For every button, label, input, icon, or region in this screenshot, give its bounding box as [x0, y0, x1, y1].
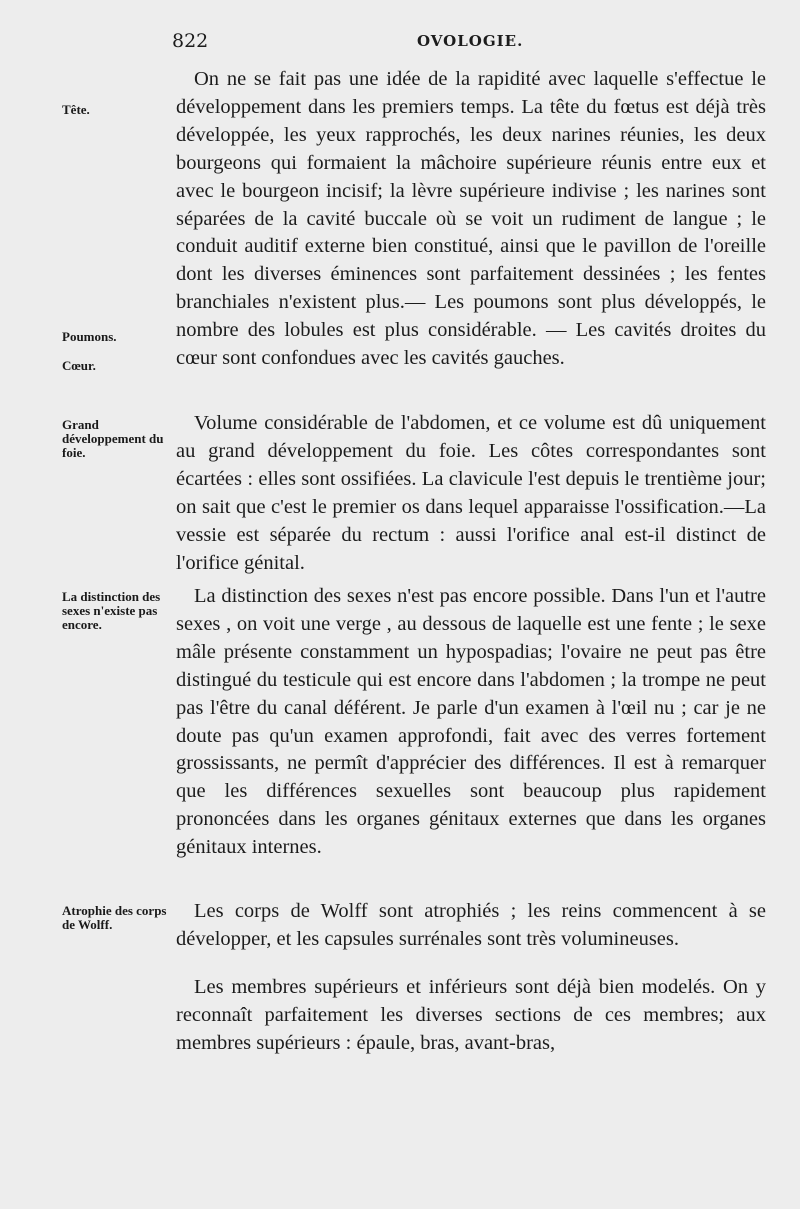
margin-note-wolff: Atrophie des corps de Wolff.	[62, 903, 167, 932]
paragraph-wolff: Les corps de Wolff sont atrophiés ; les reins commencent à se développer, et les capsules surrénales sont très volumineuses.	[176, 900, 766, 950]
paragraph-development: On ne se fait pas une idée de la rapidité avec laquelle s'effectue le développement dans les premiers temps. La tête du fœtus est déjà très développée, les yeux rapprochés, les deux narines réunies, les deux bourgeons qui formaient la mâchoire supérieure réunis entre eux et avec le bourgeon incisif; la lèvre supérieure indivise ; les narines sont séparées de la cavité buccale où se voit un rudiment de langue ; le conduit auditif externe bien constitué, ainsi que le pavillon de l'oreille dont les diverses éminences sont parfaitement dessinées ; les fentes branchiales n'existent plus.— Les poumons sont plus développés, le nombre des lobules est plus considérable. — Les cavités droites du cœur sont confondues avec les cavités gauches.	[176, 68, 766, 370]
margin-note-tete: Tête.	[62, 102, 90, 117]
paragraph-abdomen: Volume considérable de l'abdomen, et ce volume est dû uniquement au grand développement du foie. Les côtes correspondantes sont écartées : elles sont ossifiées. La clavicule l'est depuis le trentième jour; on sait que c'est le premier os dans lequel apparaisse l'ossification.—La vessie est séparée du rectum : aussi l'orifice anal est-il distinct de l'orifice génital.	[176, 412, 766, 574]
margin-note-sexes: La distinction des sexes n'existe pas encore.	[62, 589, 161, 632]
page-number: 822	[172, 30, 209, 52]
margin-note-foie: Grand développement du foie.	[62, 417, 164, 460]
paragraph-membres: Les membres supérieurs et inférieurs sont déjà bien modelés. On y reconnaît parfaitement les diverses sections de ces membres; aux membres supérieurs : épaule, bras, avant-bras,	[176, 976, 766, 1054]
margin-note-poumons: Poumons.	[62, 329, 117, 344]
page-header	[0, 30, 800, 60]
margin-note-coeur: Cœur.	[62, 358, 96, 373]
running-title: OVOLOGIE.	[417, 32, 524, 50]
paragraph-sexes: La distinction des sexes n'est pas encore possible. Dans l'un et l'autre sexes , on voit une verge , au dessous de laquelle est une fente ; le sexe mâle présente constamment un hypospadias; l'ovaire ne peut pas être distingué du testicule qui est encore dans l'abdomen ; la trompe ne peut pas l'être du canal déférent. Je parle d'un examen à l'œil nu ; car je ne doute pas qu'un examen approfondi, fait avec des verres fortement grossissants, ne permît d'apprécier des différences. Il est à remarquer que les différences sexuelles sont beaucoup plus rapidement prononcées dans les organes génitaux externes que dans les organes génitaux internes.	[176, 585, 766, 859]
